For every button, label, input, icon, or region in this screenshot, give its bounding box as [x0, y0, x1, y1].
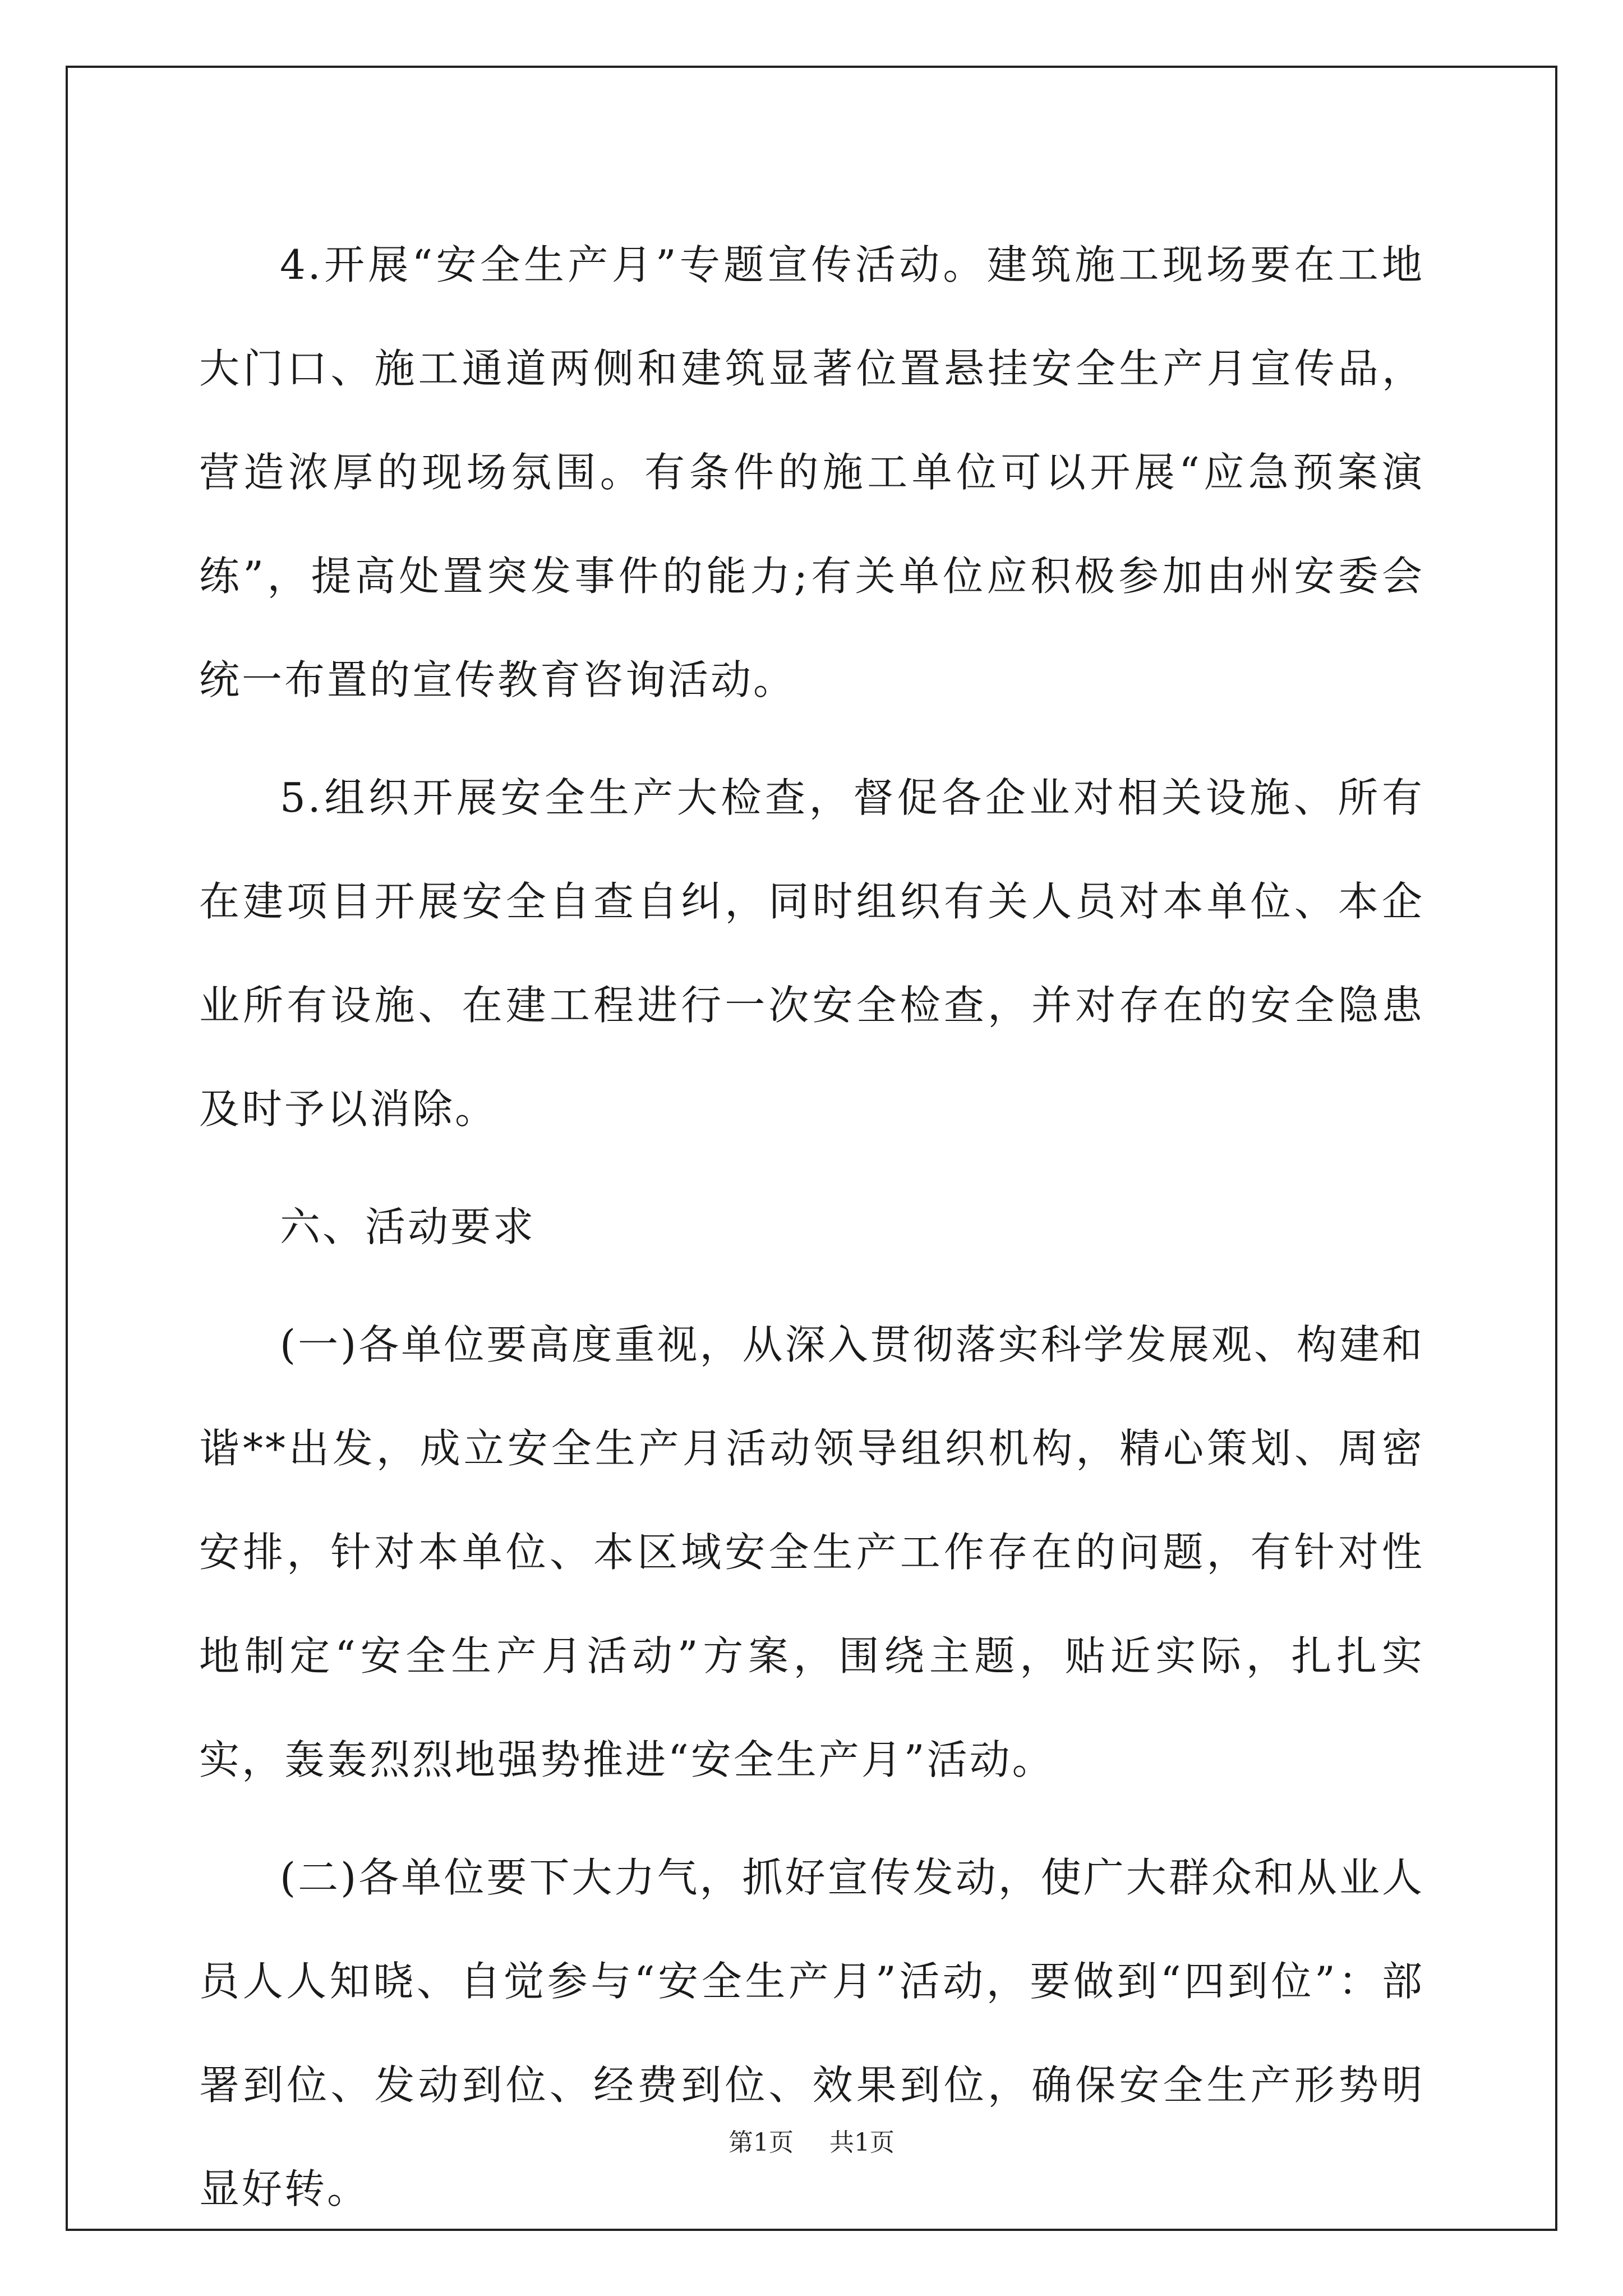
document-body — [199, 213, 1424, 2255]
paragraph-5: 5.组织开展安全生产大检查，督促各企业对相关设施、所有在建项目开展安全自查自纠，同时组织有关人员对本单位、本企业所有设施、在建工程进行一次安全检查，并对存在的安全隐患及时予以消除。 — [199, 774, 1424, 1133]
requirement-2: (二)各单位要下大力气，抓好宣传发动，使广大群众和从业人员人人知晓、自觉参与“安全生产月”活动，要做到“四到位”：部署到位、发动到位、经费到位、效果到位，确保安全生产形势明显好转。 — [199, 1854, 1424, 2212]
paragraph-4: 4.开展“安全生产月”专题宣传活动。建筑施工现场要在工地大门口、施工通道两侧和建筑显著位置悬挂安全生产月宣传品，营造浓厚的现场氛围。有条件的施工单位可以开展“应急预案演练”，提高处置突发事件的能力;有关单位应积极参加由州安委会统一布置的宣传教育咨询活动。 — [199, 241, 1424, 703]
page-number: 第1页 — [728, 2128, 794, 2157]
total-pages: 共1页 — [829, 2128, 895, 2157]
page-footer — [0, 2126, 1623, 2160]
section-heading: 六、活动要求 — [280, 1203, 536, 1250]
requirement-1: (一)各单位要高度重视，从深入贯彻落实科学发展观、构建和谐**出发，成立安全生产月活动领导组织机构，精心策划、周密安排，针对本单位、本区域安全生产工作存在的问题，有针对性地制定“安全生产月活动”方案，围绕主题，贴近实际，扎扎实实，轰轰烈烈地强势推进“安全生产月”活动。 — [199, 1321, 1424, 1783]
